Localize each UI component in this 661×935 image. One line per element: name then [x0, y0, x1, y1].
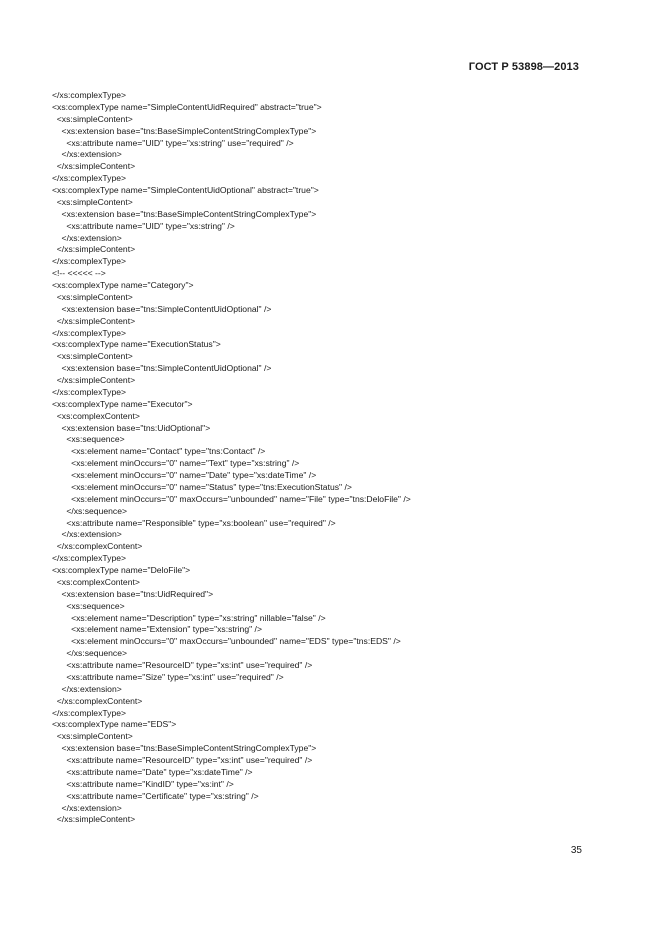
code-line: </xs:complexContent> — [52, 695, 143, 706]
code-line: <xs:sequence> — [52, 434, 125, 445]
code-line: <!-- <<<<< --> — [52, 268, 106, 279]
code-line: </xs:simpleContent> — [52, 375, 136, 385]
code-line: <xs:extension base="tns:UidRequired"> — [52, 588, 214, 599]
code-line: <xs:attribute name="UID" type="xs:string" use="required" /> — [52, 137, 294, 148]
code-line: <xs:complexType name="Executor"> — [52, 398, 193, 409]
code-line: <xs:simpleContent> — [52, 113, 133, 124]
code-line: </xs:extension> — [52, 683, 122, 694]
code-line: <xs:element minOccurs="0" maxOccurs="unbounded" name="EDS" type="tns:EDS" /> — [52, 636, 401, 647]
code-line: </xs:extension> — [52, 232, 122, 243]
code-line: <xs:complexType name="ExecutionStatus"> — [52, 339, 221, 350]
code-line: <xs:element minOccurs="0" name="Text" type="xs:string" /> — [52, 458, 300, 469]
code-line: <xs:extension base="tns:BaseSimpleContentStringComplexType"> — [52, 125, 317, 136]
code-line: <xs:complexType name="SimpleContentUidOptional" abstract="true"> — [52, 185, 319, 195]
code-line: <xs:attribute name="KindID" type="xs:int" /> — [52, 778, 234, 789]
code-line: </xs:complexType> — [52, 256, 127, 267]
code-line: </xs:sequence> — [52, 648, 128, 659]
code-line: <xs:complexContent> — [52, 410, 140, 421]
code-line: </xs:complexType> — [52, 327, 127, 338]
code-line: <xs:element minOccurs="0" name="Status" type="tns:ExecutionStatus" /> — [52, 481, 352, 492]
code-line: <xs:element name="Description" type="xs:string" nillable="false" /> — [52, 612, 326, 623]
code-line: <xs:attribute name="ResourceID" type="xs:int" use="required" /> — [52, 660, 313, 670]
code-line: </xs:complexType> — [52, 707, 127, 718]
code-line: <xs:element name="Extension" type="xs:string" /> — [52, 624, 262, 635]
standard-designation: ГОСТ Р 53898—2013 — [468, 61, 579, 73]
code-line: </xs:complexType> — [52, 553, 127, 564]
code-line: <xs:element name="Contact" type="tns:Contact" /> — [52, 446, 266, 457]
code-line: </xs:simpleContent> — [52, 814, 136, 825]
code-line: <xs:extension base="tns:SimpleContentUidOptional" /> — [52, 303, 272, 314]
page-number: 35 — [570, 845, 582, 856]
code-line: </xs:simpleContent> — [52, 244, 136, 255]
code-line: <xs:extension base="tns:UidOptional"> — [52, 422, 211, 433]
code-line: <xs:complexContent> — [52, 576, 140, 587]
code-line: <xs:attribute name="Responsible" type="xs:boolean" use="required" /> — [52, 517, 336, 528]
xml-schema-code-block — [52, 90, 411, 826]
code-line: <xs:complexType name="SimpleContentUidRequired" abstract="true"> — [52, 101, 322, 112]
code-line: <xs:extension base="tns:BaseSimpleContentStringComplexType"> — [52, 743, 317, 754]
code-line: <xs:attribute name="Date" type="xs:dateTime" /> — [52, 766, 253, 777]
code-line: </xs:complexContent> — [52, 541, 143, 552]
code-line: </xs:simpleContent> — [52, 315, 136, 326]
code-line: <xs:attribute name="ResourceID" type="xs:int" use="required" /> — [52, 755, 313, 765]
code-line: <xs:element minOccurs="0" maxOccurs="unbounded" name="File" type="tns:DeloFile" /> — [52, 493, 411, 504]
code-line: <xs:complexType name="DeloFile"> — [52, 565, 191, 575]
code-line: <xs:simpleContent> — [52, 291, 133, 302]
code-line: </xs:complexType> — [52, 386, 127, 397]
code-line: <xs:extension base="tns:SimpleContentUidOptional" /> — [52, 363, 272, 374]
code-line: </xs:complexType> — [52, 173, 127, 184]
code-line: <xs:extension base="tns:BaseSimpleContentStringComplexType"> — [52, 208, 317, 219]
code-line: <xs:sequence> — [52, 600, 125, 611]
code-line: </xs:extension> — [52, 149, 122, 160]
code-line: </xs:extension> — [52, 802, 122, 813]
code-line: <xs:simpleContent> — [52, 351, 133, 362]
code-line: </xs:complexType> — [52, 90, 127, 100]
code-line: <xs:attribute name="Size" type="xs:int" use="required" /> — [52, 671, 284, 682]
code-line: <xs:complexType name="EDS"> — [52, 719, 177, 730]
code-line: <xs:complexType name="Category"> — [52, 280, 194, 290]
code-line: <xs:simpleContent> — [52, 196, 133, 207]
code-line: <xs:element minOccurs="0" name="Date" type="xs:dateTime" /> — [52, 470, 317, 480]
code-line: </xs:sequence> — [52, 505, 128, 516]
code-line: </xs:simpleContent> — [52, 161, 136, 172]
code-line: </xs:extension> — [52, 529, 122, 540]
code-line: <xs:attribute name="UID" type="xs:string" /> — [52, 220, 235, 231]
code-line: <xs:simpleContent> — [52, 731, 133, 742]
code-line: <xs:attribute name="Certificate" type="xs:string" /> — [52, 790, 259, 801]
